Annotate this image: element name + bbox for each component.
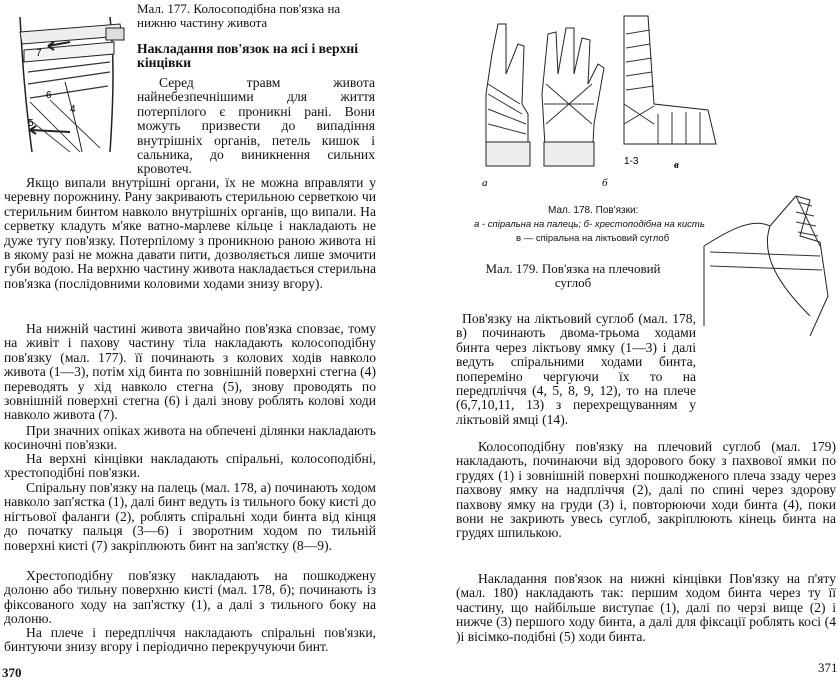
paragraph-6: Спіральну пов'язку на палець (мал. 178, а) починають ходом навколо зап'ястка (1), далі бинт ведуть із тильного боку кисті до нігтьової фаланги (2), роблять спіральні ходи бинта від кінця до початку пальця (3—6) і зворотним ходом по тильній поверхні кисті (7) закріплюють бинт на зап'ястку (8—9). <box>4 480 376 553</box>
fig177-label-4: 4 <box>70 104 76 115</box>
page-number-right: 371 <box>818 660 838 675</box>
figure-178-hand-bandages <box>478 14 718 192</box>
figure-178-caption-line-1: а - спіральна на палець; б- хрестоподібна на кисть <box>474 219 705 230</box>
fig178-label-1-3: 1-3 <box>624 156 639 167</box>
figure-179-shoulder-bandage <box>700 186 838 336</box>
page-number-left: 370 <box>2 665 22 680</box>
fig178-label-b: б <box>602 177 608 189</box>
paragraph-5: На верхні кінцівки накладають спіральні, колосоподібні, хрестоподібні пов'язки. <box>4 451 376 481</box>
paragraph-1: Серед травм живота найнебезпечнішими для життя потерпілого є проникні рані. Вони можуть призвести до випадіння внутрішніх органів, петель кишок і сальника, до виникнення сильних кровотеч. <box>137 75 375 177</box>
figure-177-caption: Мал. 177. Колосоподібна пов'язка на нижню частину живота <box>137 1 341 30</box>
paragraph-8: На плече і передпліччя накладають спіральні пов'язки, бинтуючи знизу вгору і періодично перекручуючи бинт. <box>4 625 376 655</box>
fig178-label-a: а <box>482 177 488 189</box>
figure-178-caption-title: Мал. 178. Пов'язки: <box>548 205 639 216</box>
figure-177-abdomen-bandage <box>10 2 132 157</box>
right-paragraph-2: Колосоподібну пов'язку на плечовий суглоб (мал. 179) накладають, починаючи від здорового боку з пахвової ямки по грудях (1) і зовнішній поверхні пошкодженого плеча ззаду через пахвову ямку на надпліччя (2), далі по спині через здорову пахвову ямку на груди (3) і, повторюючи ходи бинта (4), поки вони не закриють увесь суглоб, закріплюють кінець бинта на грудях шпилькою. <box>456 439 836 541</box>
paragraph-7: Хрестоподібну пов'язку накладають на пошкоджену долоню або тильну поверхню кисті (мал. 178, б); починають із фіксованого ходу на зап'ястку (1), а далі з тильного боку на долоню. <box>4 568 376 627</box>
figure-179-caption: Мал. 179. Пов'язка на плечовий суглоб <box>485 261 661 290</box>
section-heading: Накладання пов'язок на ясі і верхні кінцівки <box>137 41 358 71</box>
fig177-label-7: 7 <box>36 48 42 59</box>
paragraph-3: На нижній частині живота звичайно пов'язка сповзає, тому на живіт і пахову частину тіла накладають колосоподібну пов'язку (мал. 177). її починають з колових ходів навколо живота (1—3), потім хід бинта по зовнішній поверхні стегна (4) переводять у хід навколо стегна (5), знову проводять по зовнішній поверхні стегна (6) і далі знову роблять колові ходи навколо живота (7). <box>4 321 376 423</box>
right-paragraph-3: Накладання пов'язок на нижні кінцівки Пов'язку на п'яту (мал. 180) накладають так: першим ходом бинта через ту її частину, що найбільше виступає (1), далі по черзі вище (2) і нижче (3) першого ходу бинта, а далі для фіксації роблять косі (4 )і вісімко-подібні (5) ходи бинта. <box>456 571 836 644</box>
right-paragraph-1: Пов'язку на ліктьовий суглоб (мал. 178, в) починають двома-трьома ходами бинта через ліктьову ямку (1—3) і далі ведуть спіральними ходами бинта, попереміно чергуючи їх то на передпліччя (4, 5, 8, 9, 12), то на плече (6,7,10,11, 13) з перехрещуванням у ліктьовій ямці (14). <box>456 311 696 427</box>
paragraph-2: Якщо випали внутрішні органи, їх не можна вправляти у черевну порожнину. Рану закривають стерильною серветкою чи стерильним бинтом навколо внутрішніх органів, що випали. На серветку кладуть м'яке ватно-марлеве кільце і накладають не дуже тугу пов'язку. Потерпілому з проникною раною живота ні в якому разі не можна давати пити, дозволяється лише змочити губи водою. На верхню частину живота накладається стерильна пов'язка (послідовними коловими ходами знизу вгору). <box>4 175 376 291</box>
figure-178-caption-line-2: в — спіральна на ліктьовий суглоб <box>516 233 670 244</box>
fig177-label-5: 5 <box>28 118 34 129</box>
fig178-label-v: в <box>674 159 679 171</box>
paragraph-4: При значних опіках живота на обпечені ділянки накладають косиночні пов'язки. <box>4 423 376 453</box>
fig177-label-6: 6 <box>46 90 52 101</box>
